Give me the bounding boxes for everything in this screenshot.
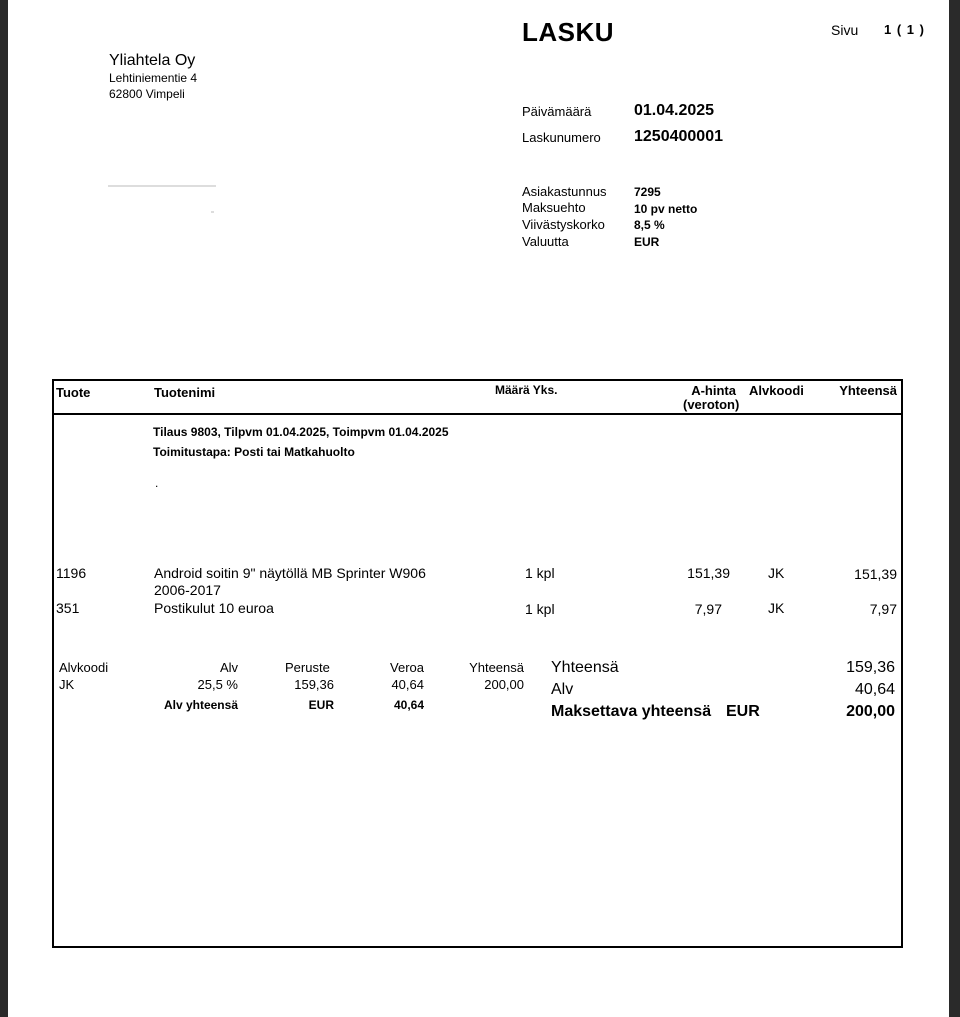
order-info: Tilaus 9803, Tilpvm 01.04.2025, Toimpvm 01.04.2025 <box>153 425 449 439</box>
delivery-method: Toimitustapa: Posti tai Matkahuolto <box>153 445 355 459</box>
vat-summary-header-code: Alvkoodi <box>59 660 109 675</box>
col-header-name: Tuotenimi <box>154 385 216 400</box>
vat-sum-label: Alv yhteensä <box>163 698 238 712</box>
vat-summary-header-base: Peruste <box>285 660 330 675</box>
vat-summary-header-vat: Alv <box>219 660 238 675</box>
page-label: Sivu <box>831 22 859 38</box>
vat-summary-code: JK <box>59 677 75 692</box>
payable-value: 200,00 <box>846 703 895 720</box>
payment-terms-label: Maksuehto <box>522 200 586 215</box>
interest-value: 8,5 % <box>634 218 665 232</box>
customer-id-label: Asiakastunnus <box>522 184 607 199</box>
col-header-quantity: Määrä Yks. <box>495 383 558 397</box>
vat-summary-total: 200,00 <box>484 677 524 692</box>
scan-dot: . <box>155 476 159 490</box>
invoice-page <box>8 0 949 1017</box>
vat-sum-currency: EUR <box>308 698 334 712</box>
table-row-2-unit-price: 7,97 <box>694 601 722 617</box>
subtotal-label: Yhteensä <box>551 659 619 676</box>
col-header-total: Yhteensä <box>839 383 897 398</box>
sender-street: Lehtiniementie 4 <box>109 71 198 85</box>
table-row-1-total: 151,39 <box>854 566 897 582</box>
table-row-1-product: 1196 <box>56 565 87 581</box>
col-header-product: Tuote <box>56 385 91 400</box>
scan-artifact <box>108 185 216 187</box>
vat-summary-base: 159,36 <box>294 677 334 692</box>
vat-summary-header-total: Yhteensä <box>469 660 524 675</box>
payable-label: Maksettava yhteensä <box>551 703 712 720</box>
table-row-2-total: 7,97 <box>869 601 897 617</box>
interest-label: Viivästyskorko <box>522 217 605 232</box>
invoice-number-value: 1250400001 <box>634 128 723 145</box>
table-row-1-name: Android soitin 9" näytöllä MB Sprinter W906 <box>154 565 426 581</box>
page-number: 1 ( 1 ) <box>884 22 925 37</box>
table-row-2-product: 351 <box>56 600 80 616</box>
vat-total-value: 40,64 <box>854 681 895 698</box>
vat-summary-tax: 40,64 <box>391 677 424 692</box>
invoice-number-label: Laskunumero <box>522 130 601 145</box>
table-row-2-name: Postikulut 10 euroa <box>154 600 274 616</box>
table-row-1-vat-code: JK <box>768 565 785 581</box>
table-header-divider <box>52 413 903 415</box>
table-row-2-quantity: 1 kpl <box>525 601 555 617</box>
col-header-vat-code: Alvkoodi <box>749 383 804 398</box>
date-value: 01.04.2025 <box>634 102 715 119</box>
date-label: Päivämäärä <box>522 104 592 119</box>
table-row-1-unit-price: 151,39 <box>687 565 730 581</box>
document-title: LASKU <box>522 17 615 47</box>
payment-terms-value: 10 pv netto <box>634 202 698 216</box>
vat-sum-value: 40,64 <box>393 698 424 712</box>
sender-city: 62800 Vimpeli <box>109 87 185 101</box>
table-row-2-vat-code: JK <box>768 600 785 616</box>
vat-total-label: Alv <box>551 681 574 698</box>
vat-summary-header-tax: Veroa <box>390 660 424 675</box>
table-row-1-name-cont: 2006-2017 <box>154 582 221 598</box>
payable-currency: EUR <box>726 703 760 720</box>
col-header-unit-price: A-hinta <box>691 383 736 398</box>
scan-artifact <box>211 211 214 213</box>
table-row-1-quantity: 1 kpl <box>525 565 555 581</box>
sender-name: Yliahtela Oy <box>109 52 196 69</box>
currency-label: Valuutta <box>522 234 569 249</box>
col-header-unit-price-note: (veroton) <box>683 397 740 412</box>
subtotal-value: 159,36 <box>846 659 895 676</box>
customer-id-value: 7295 <box>634 185 661 199</box>
vat-summary-rate: 25,5 % <box>197 677 238 692</box>
currency-value: EUR <box>634 235 660 249</box>
